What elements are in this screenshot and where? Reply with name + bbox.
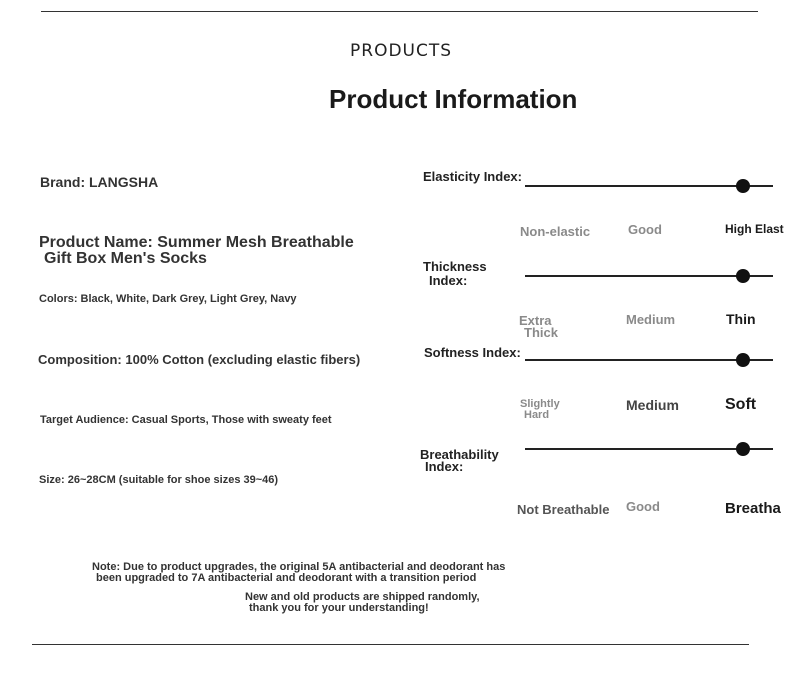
elasticity-level-marker: [736, 179, 750, 193]
note-line4: thank you for your understanding!: [249, 602, 429, 614]
breathability-tick-mid: Good: [626, 499, 660, 514]
breathability-level-marker: [736, 442, 750, 456]
elasticity-tick-low: Non-elastic: [520, 224, 591, 239]
size-text: Size: 26~28CM (suitable for shoe sizes 39~46): [39, 474, 279, 486]
thickness-tick-high: Thin: [726, 311, 756, 327]
section-label: PRODUCTS: [350, 41, 453, 61]
elasticity-index-label: Elasticity Index:: [423, 169, 522, 184]
softness-tick-low-line1: Slightly: [520, 398, 560, 410]
audience-text: Target Audience: Casual Sports, Those with sweaty feet: [40, 414, 332, 426]
thickness-tick-low-line2: Thick: [524, 325, 558, 340]
thickness-index-label-line2: Index:: [429, 273, 468, 288]
breathability-tick-high: Breatha: [725, 500, 781, 517]
product-name-line2: Gift Box Men's Socks: [44, 250, 207, 267]
note-line3: New and old products are shipped randomly,: [245, 591, 480, 603]
breathability-tick-low: Not Breathable: [517, 502, 610, 517]
softness-tick-mid: Medium: [626, 397, 679, 413]
breathability-index-label-line1: Breathability: [420, 447, 499, 462]
elasticity-tick-high: High Elast: [725, 222, 784, 236]
elasticity-tick-mid: Good: [628, 222, 662, 237]
note-line2: been upgraded to 7A antibacterial and deodorant with a transition period: [96, 572, 477, 584]
composition-text: Composition: 100% Cotton (excluding elastic fibers): [38, 352, 361, 367]
top-divider: [41, 11, 758, 12]
bottom-divider: [32, 644, 749, 645]
thickness-tick-low-line1: Extra: [519, 313, 552, 328]
brand-text: Brand: LANGSHA: [40, 174, 159, 190]
softness-level-marker: [736, 353, 750, 367]
page-title: Product Information: [329, 84, 578, 114]
softness-index-label: Softness Index:: [424, 345, 521, 360]
softness-tick-high: Soft: [725, 396, 757, 413]
note-line1: Note: Due to product upgrades, the original 5A antibacterial and deodorant has: [92, 561, 506, 573]
breathability-index-label-line2: Index:: [425, 459, 464, 474]
product-name-line1: Product Name: Summer Mesh Breathable: [39, 234, 354, 251]
thickness-index-label-line1: Thickness: [423, 259, 487, 274]
thickness-tick-mid: Medium: [626, 312, 676, 327]
softness-tick-low-line2: Hard: [524, 409, 550, 421]
thickness-level-marker: [736, 269, 750, 283]
colors-text: Colors: Black, White, Dark Grey, Light Grey, Navy: [39, 293, 297, 305]
